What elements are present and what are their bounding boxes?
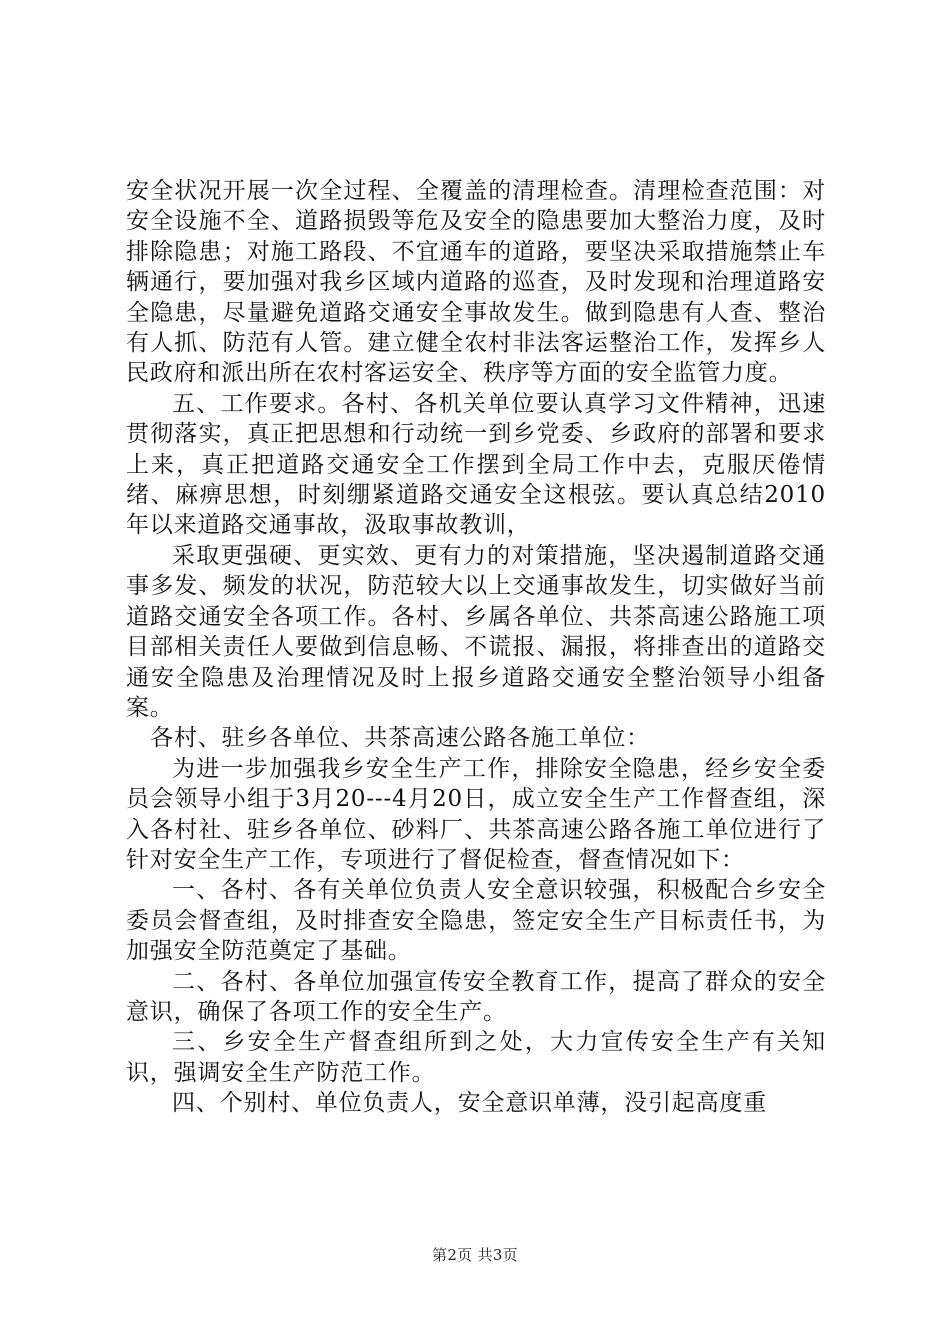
paragraph-countermeasures: 采取更强硬、更实效、更有力的对策措施，坚决遏制道路交通事多发、频发的状况，防范较大以上交通事故发生，切实做好当前道路交通安全各项工作。各村、乡属各单位、共茶高速公路施工项目部相关责任人要做到信息畅、不谎报、漏报，将排查出的道路交通安全隐患及治理情况及时上报乡道路交通安全整治领导小组备案。: [126, 542, 826, 721]
paragraph-work-requirements: 五、工作要求。各村、各机关单位要认真学习文件精神，迅速贯彻落实，真正把思想和行动统一到乡党委、乡政府的部署和要求上来，真正把道路交通安全工作摆到全局工作中去，克服厌倦情绪、麻痹思想，时刻绷紧道路交通安全这根弦。要认真总结2010年以来道路交通事故，汲取事故教训，: [126, 390, 826, 539]
paragraph-finding-four: 四、个别村、单位负责人，安全意识单薄，没引起高度重: [172, 1090, 767, 1117]
paragraph-finding-three: 三、乡安全生产督查组所到之处，大力宣传安全生产有关知识，强调安全生产防范工作。: [126, 1029, 826, 1086]
paragraph-inspection-intro: 为进一步加强我乡安全生产工作，排除安全隐患，经乡安全委员会领导小组于3月20---4月20日，成立安全生产工作督查组，深入各村社、驻乡各单位、砂料厂、共茶高速公路各施工单位进行了针对安全生产工作，专项进行了督促检查，督查情况如下：: [126, 755, 826, 873]
paragraph-inspection-scope: 安全状况开展一次全过程、全覆盖的清理检查。清理检查范围：对安全设施不全、道路损毁等危及安全的隐患要加大整治力度，及时排除隐患；对施工路段、不宜通车的道路，要坚决采取措施禁止车辆通行，要加强对我乡区域内道路的巡查，及时发现和治理道路安全隐患，尽量避免道路交通安全事故发生。做到隐患有人查、整治有人抓、防范有人管。建立健全农村非法客运整治工作，发挥乡人民政府和派出所在农村客运安全、秩序等方面的安全监管力度。: [126, 178, 826, 387]
paragraph-finding-one: 一、各村、各有关单位负责人安全意识较强，积极配合乡安全委员会督查组，及时排查安全隐患，签定安全生产目标责任书，为加强安全防范奠定了基础。: [126, 877, 826, 965]
document-body: [126, 176, 826, 1119]
page-number-footer: 第2页 共3页: [432, 1246, 518, 1264]
paragraph-finding-two: 二、各村、各单位加强宣传安全教育工作，提高了群众的安全意识，确保了各项工作的安全生产。: [126, 968, 826, 1025]
paragraph-salutation: 各村、驻乡各单位、共茶高速公路各施工单位：: [150, 725, 650, 752]
